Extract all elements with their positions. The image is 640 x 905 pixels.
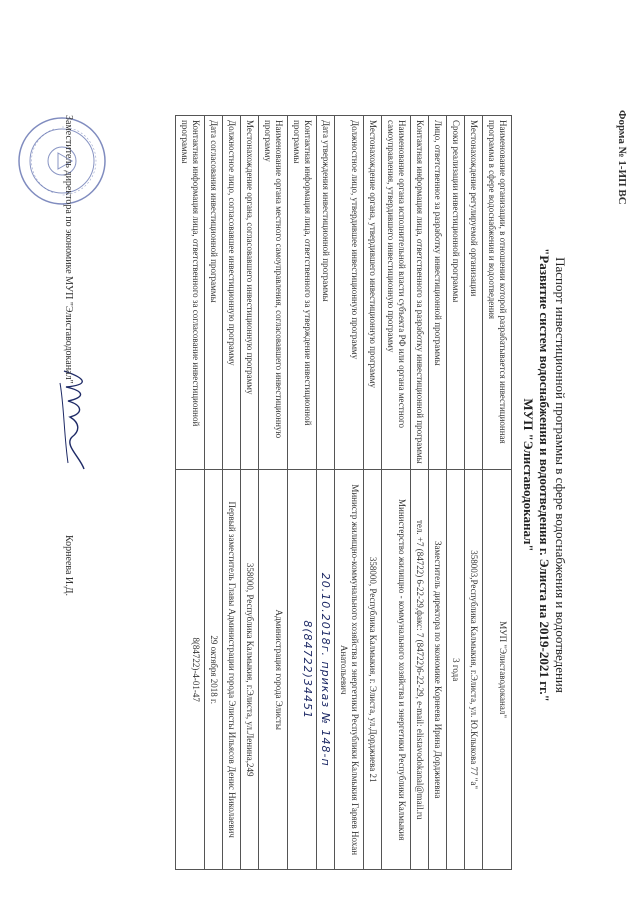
table-row (364, 116, 382, 870)
document-title (520, 195, 568, 755)
row-label: Сроки реализации инвестиционной программы (447, 116, 465, 470)
row-value: тел. +7 (84722) 6-22-29,факс: 7 (84722)6-22-29, e-mail: elistavodokanal@mail.ru (411, 470, 429, 870)
table-row (288, 116, 317, 870)
table-row (465, 116, 483, 870)
passport-table (175, 115, 512, 870)
row-label: Местонахождение органа, согласовавшего инвестиционную программу (241, 116, 259, 470)
table-row (335, 116, 364, 870)
stamp-seal-icon (16, 115, 108, 207)
row-value: Первый заместитель Главы Администрации города Элисты Ильясов Денис Николаевич (223, 470, 241, 870)
row-value: Заместитель директора по экономике Корнеева Ирина Дорджиевна (429, 470, 447, 870)
row-value: МУП "Элиставодоканал" (483, 470, 512, 870)
title-line-3: МУП "Элиставодоканал" (521, 398, 536, 552)
title-line-2: "Развитие систем водоснабжения и водоотведения г. Элиста на 2019-2021 гг." (537, 248, 552, 702)
row-value: Министр жилищно-коммунального хозяйства и энергетики Республики Калмыкия Гаряев Нохан Анатольевич (335, 470, 364, 870)
table-row (317, 116, 335, 870)
row-label: Дата утверждения инвестиционной программы (317, 116, 335, 470)
row-value: 358000, Республика Калмыкия, г.Элиста, ул.Ленина,249 (241, 470, 259, 870)
row-value: 358000, Республика Калмыкия, г. Элиста, ул.Дорджиева 21 (364, 470, 382, 870)
row-label: Наименование органа исполнительной власти субъекта РФ или органа местного самоуправления, утвердившего инвестиционную программу (382, 116, 411, 470)
row-label: Контактная информация лица, ответственного за утверждение инвестиционной программы (288, 116, 317, 470)
row-label: Должностное лицо, утвердившее инвестиционную программу (335, 116, 364, 470)
row-label: Наименование организации, в отношении которой разрабатывается инвестиционная программа в сфере водоснабжения и водоотведения (483, 116, 512, 470)
table-row (241, 116, 259, 870)
row-label: Контактная информация лица, ответственного за согласование инвестиционной программы (176, 116, 205, 470)
row-label: Контактная информация лица, ответственного за разработку инвестиционной программы (411, 116, 429, 470)
row-label: Наименование органа местного самоуправления, согласовавшего инвестиционную программу (259, 116, 288, 470)
row-value-handwritten: 20.10.2018г. приказ № 148-п (317, 470, 335, 870)
row-value-handwritten: 8(84722)34451 (288, 470, 317, 870)
row-label: Дата согласования инвестиционной программы (205, 116, 223, 470)
row-label: Местонахождение органа, утвердившего инвестиционную программу (364, 116, 382, 470)
row-value: 3 года (447, 470, 465, 870)
row-label: Местонахождение регулируемой организации (465, 116, 483, 470)
signatory-title: Заместитель директора по экономике МУП "Элиставодоканал" (63, 115, 74, 384)
form-number: Форма № 1-ИП ВС (616, 110, 628, 205)
row-value: Министерство жилищно - коммунального хозяйства и энергетики Республики Калмыкия (382, 470, 411, 870)
table-row (259, 116, 288, 870)
table-row (205, 116, 223, 870)
table-row (483, 116, 512, 870)
table-row (429, 116, 447, 870)
table-row (411, 116, 429, 870)
table-row (382, 116, 411, 870)
signatory-name: Корнеева И.Д. (63, 535, 74, 596)
table-row (223, 116, 241, 870)
row-value: 358003,Республика Калмыкия, г.Элиста, ул. Ю.Клыкова 77 "а" (465, 470, 483, 870)
handwritten-signature-icon (54, 365, 94, 475)
table-row (176, 116, 205, 870)
row-value: Администрация города Элисты (259, 470, 288, 870)
row-label: Должностное лицо, согласовавшее инвестиционную программу (223, 116, 241, 470)
row-label: Лицо, ответственное за разработку инвестиционной программы (429, 116, 447, 470)
row-value: 29 октября 2018 г. (205, 470, 223, 870)
table-row (447, 116, 465, 870)
title-line-1: Паспорт инвестиционной программы в сфере водоснабжения и водоотведения (553, 257, 568, 693)
row-value: 8(84722)-4-01-47 (176, 470, 205, 870)
